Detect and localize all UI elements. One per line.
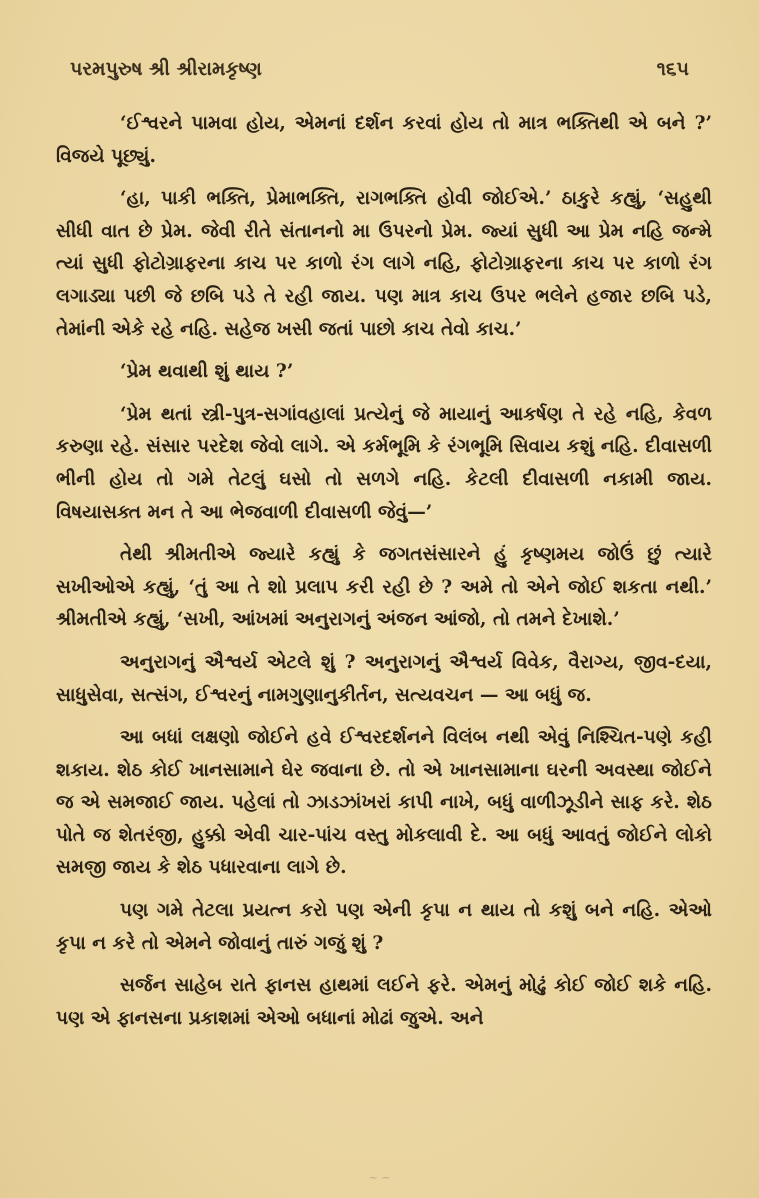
page-number: ૧૬૫ (656, 58, 689, 80)
paragraph: સર્જન સાહેબ રાતે ફાનસ હાથમાં લઈને ફરે. એમનું મોઢું કોઈ જોઈ શકે નહિ. પણ એ ફાનસના પ્રકાશમાં એઓ બધાનાં મોઢાં જુએ. અને (56, 975, 712, 1029)
paragraph: ‘પ્રેમ થવાથી શું થાય ?’ (120, 361, 294, 383)
paragraph: અનુરાગનું ઐશ્વર્ય એટલે શું ? અનુરાગનું ઐશ્વર્ય વિવેક, વૈરાગ્ય, જીવ-દયા, સાધુસેવા, સત્સંગ, ઈશ્વરનું નામગુણાનુકીર્તન, સત્યવચન — આ બધું જ. (56, 651, 712, 706)
paragraph: ‘હા, પાકી ભક્તિ, પ્રેમાભક્તિ, રાગભક્તિ હોવી જોઈએ.’ ઠાકુરે કહ્યું, ‘સહુથી સીધી વાત છે પ્રેમ. જેવી રીતે સંતાનનો મા ઉપરનો પ્રેમ. જ્યાં સુધી આ પ્રેમ નહિ જન્મે ત્યાં સુધી ફોટોગ્રાફરના કાચ પર કાળો રંગ લાગે નહિ, ફોટોગ્રાફરના કાચ પર કાળો રંગ લગાડ્યા પછી જે છબિ પડે તે રહી જાય. પણ માત્ર કાચ ઉપર ભલેને હજાર છબિ પડે, તેમાંની એકે રહે નહિ. સહેજ ખસી જતાં પાછો કાચ તેવો કાચ.’ (56, 188, 712, 340)
paragraph: પણ ગમે તેટલા પ્રયત્ન કરો પણ એની કૃપા ન થાય તો કશું બને નહિ. એઓ કૃપા ન કરે તો એમને જોવાનું તારું ગજું શું ? (56, 900, 712, 954)
footer-mark: ~ ~ (368, 1171, 391, 1184)
page-header (70, 58, 689, 80)
paragraph: ‘પ્રેમ થતાં સ્ત્રી-પુત્ર-સગાંવહાલાં પ્રત્યેનું જે માયાનું આકર્ષણ તે રહે નહિ, કેવળ કરુણા રહે. સંસાર પરદેશ જેવો લાગે. એ કર્મભૂમિ કે રંગભૂમિ સિવાય કશું નહિ. દીવાસળી ભીની હોય તો ગમે તેટલું ઘસો તો સળગે નહિ. કેટલી દીવાસળી નકામી જાય. વિષયાસક્ત મન તે આ ભેજવાળી દીવાસળી જેવું—’ (56, 403, 712, 523)
paragraph: ‘ઈશ્વરને પામવા હોય, એમનાં દર્શન કરવાં હોય તો માત્ર ભક્તિથી એ બને ?’ વિજયે પૂછ્યું. (56, 113, 712, 167)
paragraph: આ બધાં લક્ષણો જોઈને હવે ઈશ્વરદર્શનને વિલંબ નથી એવું નિશ્ચિત-પણે કહી શકાય. શેઠ કોઈ ખાનસામાને ઘેર જવાના છે. તો એ ખાનસામાના ઘરની અવસ્થા જોઈને જ એ સમજાઈ જાય. પહેલાં તો ઝાડઝાંખરાં કાપી નાખે, બધું વાળીઝૂડીને સાફ કરે. શેઠ પોતે જ શેતરંજી, હુક્કો એવી ચાર-પાંચ વસ્તુ મોકલાવી દે. આ બધું આવતું જોઈને લોકો સમજી જાય કે શેઠ પધારવાના લાગે છે. (56, 727, 712, 879)
page-body (56, 108, 712, 1045)
running-title: પરમપુરુષ શ્રી શ્રીરામકૃષ્ણ (70, 58, 262, 80)
paragraph: તેથી શ્રીમતીએ જ્યારે કહ્યું કે જગતસંસારને હું કૃષ્ણમય જોઉં છું ત્યારે સખીઓએ કહ્યું, ‘તું આ તે શો પ્રલાપ કરી રહી છે ? અમે તો એને જોઈ શકતા નથી.’ શ્રીમતીએ કહ્યું, ‘સખી, આંખમાં અનુરાગનું અંજન આંજો, તો તમને દેખાશે.’ (56, 544, 712, 631)
